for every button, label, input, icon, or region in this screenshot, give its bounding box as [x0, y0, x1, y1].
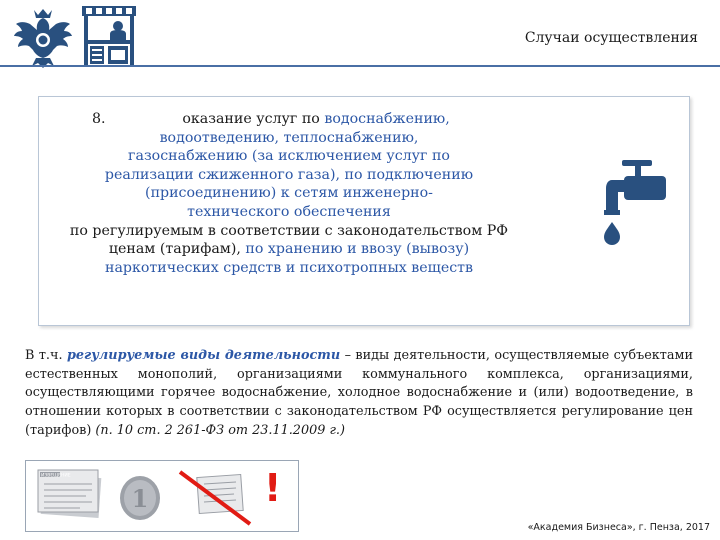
receipt-notice-icon — [36, 468, 104, 518]
case-line-8-text: ценам (тарифам), — [108, 241, 246, 258]
header-divider — [0, 65, 720, 67]
coat-of-arms-icon — [12, 6, 74, 70]
ruble-coin-icon — [118, 475, 162, 521]
water-tap-icon — [604, 158, 670, 248]
regulated-activities-paragraph — [25, 347, 693, 441]
warning-icon: ! — [264, 466, 282, 510]
case-line-9: наркотических средств и психотропных веществ — [104, 259, 474, 276]
desc-body: – виды деятельности, осуществляемые субъектами естественных монополий, организациями коммунального комплекса, организациями, осуществляющими горячее водоснабжение, холодное водоснабжение и (или) водоотведение, в отношении которых в соответствии с законодательством РФ осуществляется регулирование цен (тарифов) — [25, 348, 693, 438]
footer-credit: «Академия Бизнеса», г. Пенза, 2017 — [527, 522, 710, 533]
case-number: 8. — [92, 111, 106, 127]
desc-prefix: В т.ч. — [25, 348, 67, 363]
case-line-2: водоотведению, теплоснабжению, — [159, 129, 419, 146]
case-line-6: технического обеспечения — [187, 203, 391, 220]
case-line-8 — [40, 240, 538, 259]
case-highlight-water: водоснабжению, — [324, 111, 450, 127]
case-line-7: по регулируемым в соответствии с законодательством РФ — [69, 222, 509, 239]
case-description — [40, 110, 538, 277]
legal-reference: (п. 10 ст. 2 261-ФЗ от 23.11.2009 г.) — [95, 422, 345, 438]
case-line-3: газоснабжению (за исключением услуг по — [128, 148, 450, 165]
case-highlight-storage: по хранению и ввозу (вывозу) — [245, 241, 470, 258]
regulated-activities-term: регулируемые виды деятельности — [66, 348, 341, 363]
crossed-out-receipt-icon — [178, 470, 252, 526]
case-line-1-text: оказание услуг по — [182, 111, 325, 127]
case-line-1 — [40, 110, 538, 129]
coin-label: 1 — [131, 484, 149, 513]
case-line-4: реализации сжиженного газа), по подключению — [104, 166, 474, 183]
case-line-5: (присоединению) к сетям инженерно- — [145, 185, 433, 202]
market-stall-icon — [80, 4, 138, 68]
page-title: Случаи осуществления — [524, 30, 698, 46]
receipt-label: ИЗВЕЩЕНИЕ — [41, 473, 71, 479]
